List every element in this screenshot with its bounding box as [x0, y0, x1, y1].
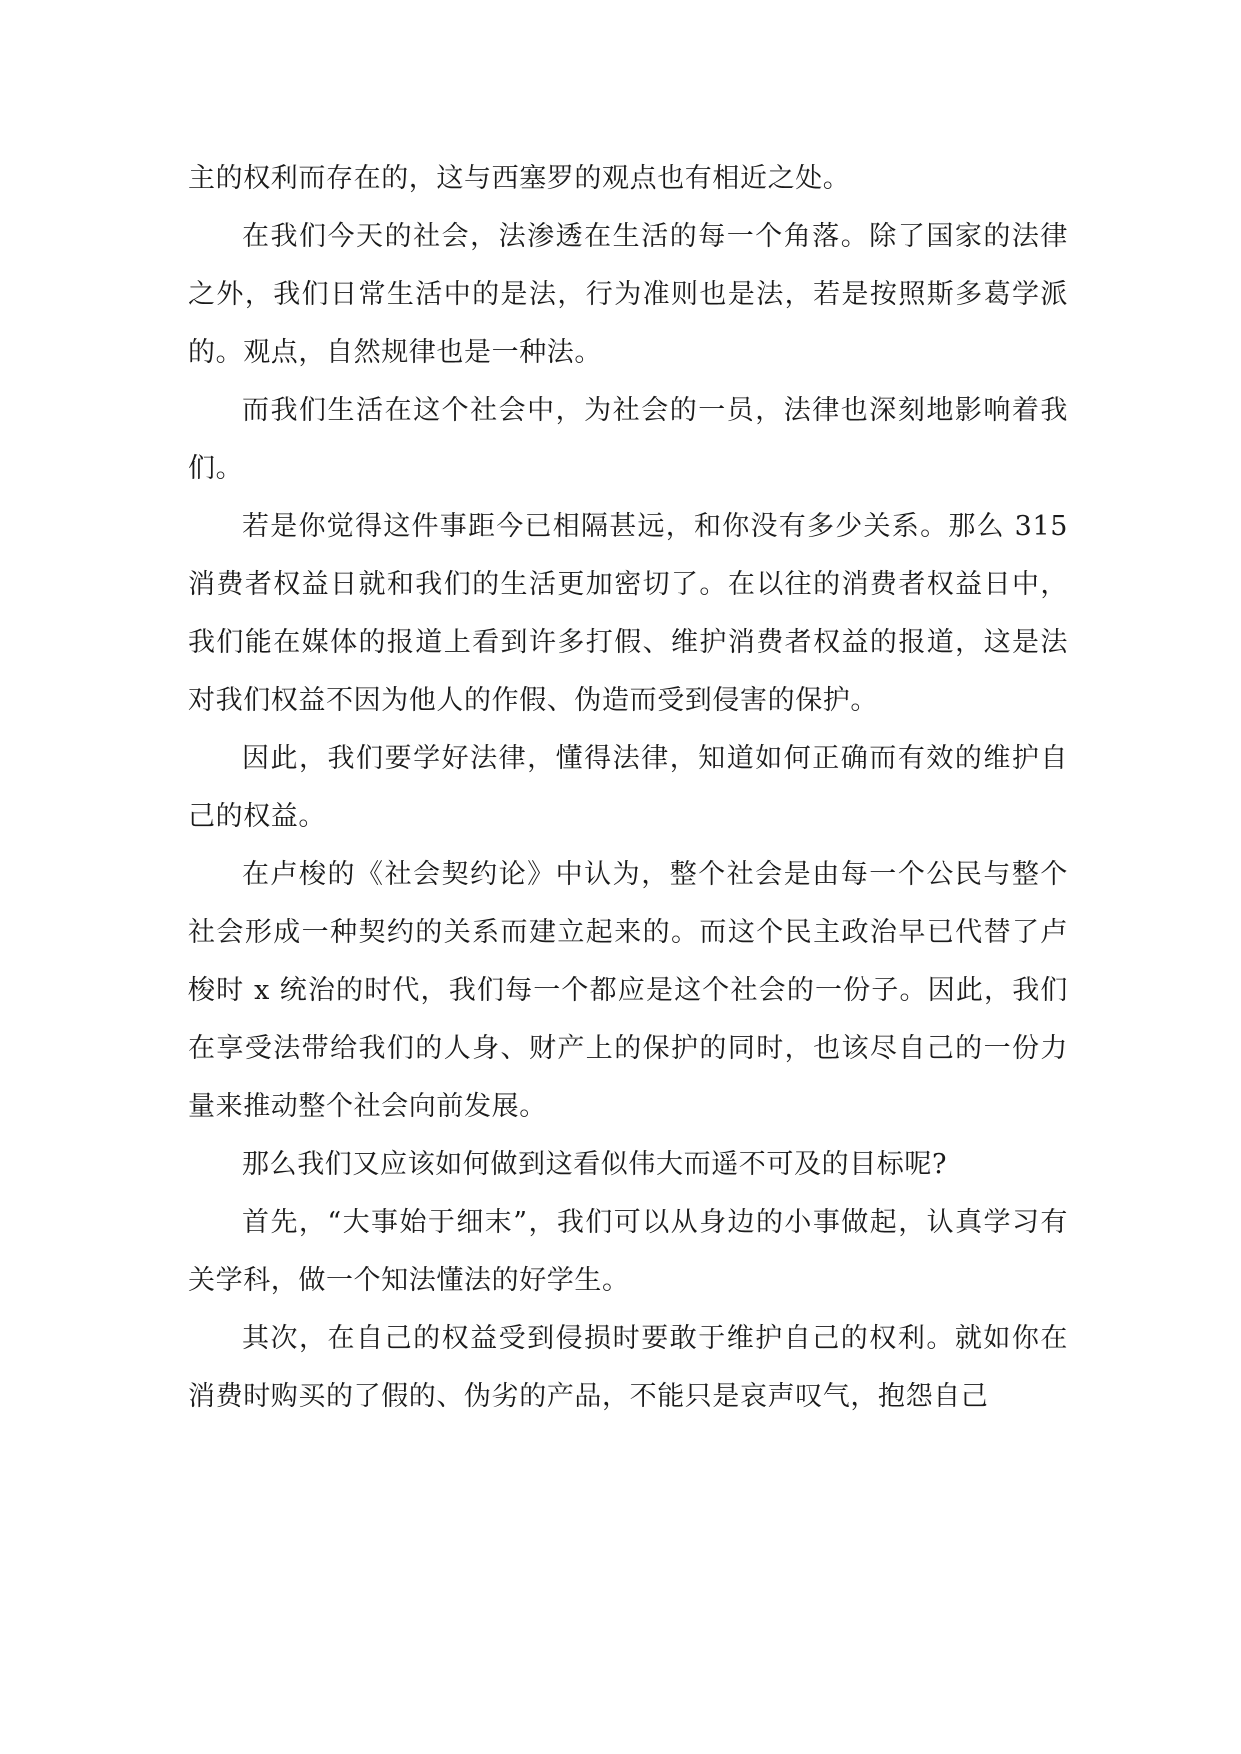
paragraph: 其次，在自己的权益受到侵损时要敢于维护自己的权利。就如你在消费时购买的了假的、伪劣的产品，不能只是哀声叹气，抱怨自己 — [188, 1323, 1068, 1412]
paragraph: 在我们今天的社会，法渗透在生活的每一个角落。除了国家的法律之外，我们日常生活中的是法，行为准则也是法，若是按照斯多葛学派的。观点，自然规律也是一种法。 — [188, 221, 1068, 368]
paragraph: 那么我们又应该如何做到这看似伟大而遥不可及的目标呢? — [242, 1149, 948, 1180]
paragraph: 主的权利而存在的，这与西塞罗的观点也有相近之处。 — [188, 163, 851, 194]
paragraph: 首先，“大事始于细末”，我们可以从身边的小事做起，认真学习有关学科，做一个知法懂法的好学生。 — [188, 1207, 1068, 1296]
paragraph: 因此，我们要学好法律，懂得法律，知道如何正确而有效的维护自己的权益。 — [188, 743, 1068, 832]
paragraph: 在卢梭的《社会契约论》中认为，整个社会是由每一个公民与整个社会形成一种契约的关系而建立起来的。而这个民主政治早已代替了卢梭时 x 统治的时代，我们每一个都应是这个社会的一份子。因此，我们在享受法带给我们的人身、财产上的保护的同时，也该尽自己的一份力量来推动整个社会向前发展。 — [188, 859, 1068, 1122]
paragraph: 而我们生活在这个社会中，为社会的一员，法律也深刻地影响着我们。 — [188, 395, 1068, 484]
paragraph: 若是你觉得这件事距今已相隔甚远，和你没有多少关系。那么 315 消费者权益日就和我们的生活更加密切了。在以往的消费者权益日中，我们能在媒体的报道上看到许多打假、维护消费者权益的报道，这是法对我们权益不因为他人的作假、伪造而受到侵害的保护。 — [188, 511, 1068, 716]
document-body — [188, 150, 1068, 1426]
